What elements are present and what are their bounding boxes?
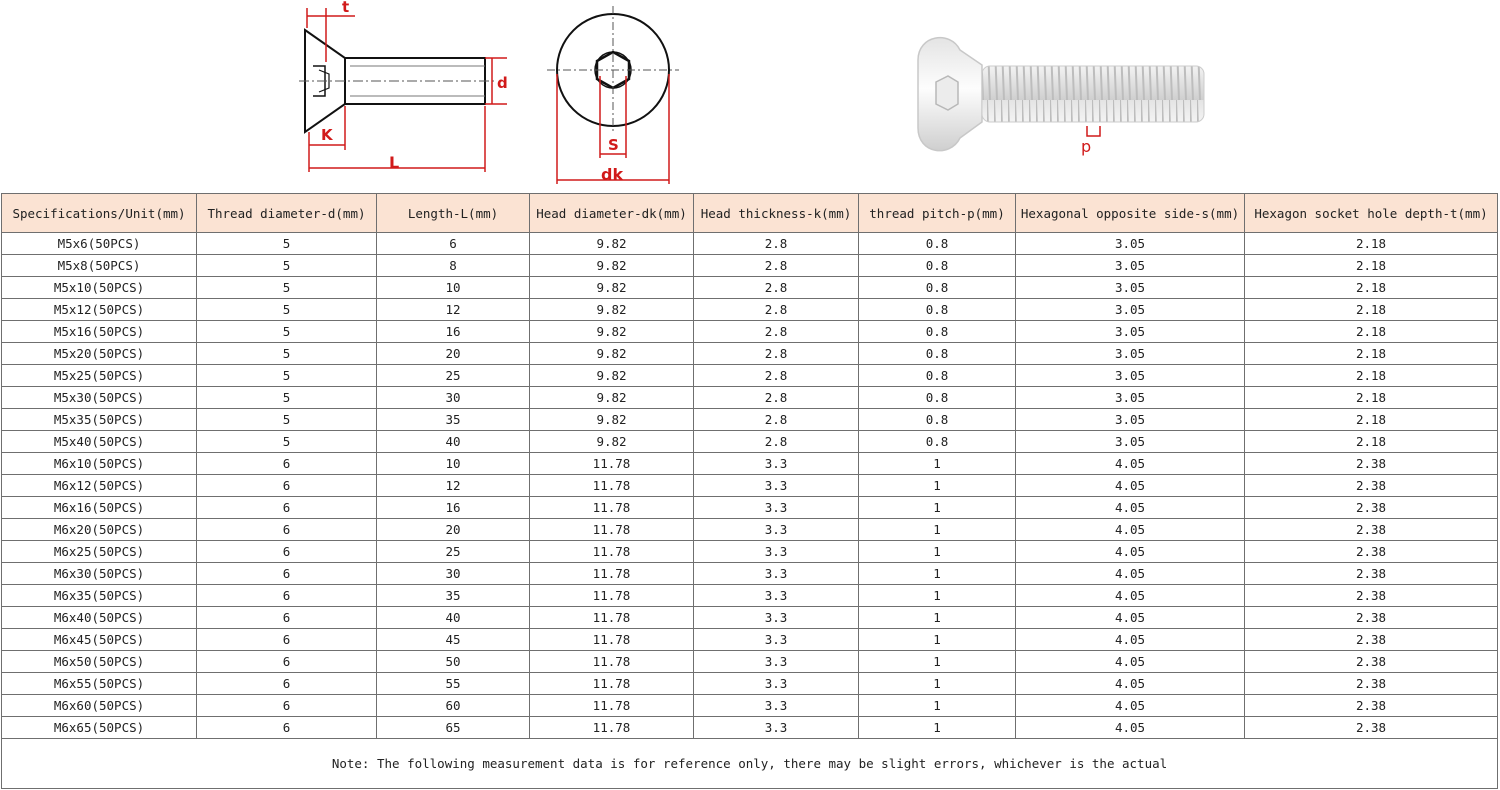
table-cell: 11.78 — [530, 563, 694, 585]
table-cell: 16 — [377, 321, 530, 343]
table-cell: 3.05 — [1016, 409, 1245, 431]
table-cell: 12 — [377, 475, 530, 497]
table-cell: 5 — [197, 255, 377, 277]
table-cell: 9.82 — [530, 277, 694, 299]
table-row — [2, 431, 1498, 453]
table-cell: 6 — [197, 563, 377, 585]
table-cell: 2.8 — [694, 277, 859, 299]
table-cell: 2.8 — [694, 299, 859, 321]
table-cell: 0.8 — [859, 233, 1016, 255]
table-cell: M5x25(50PCS) — [2, 365, 197, 387]
table-cell: 2.8 — [694, 343, 859, 365]
table-cell: 3.05 — [1016, 233, 1245, 255]
table-cell: M6x10(50PCS) — [2, 453, 197, 475]
table-cell: 45 — [377, 629, 530, 651]
table-cell: 2.38 — [1245, 651, 1498, 673]
dim-label-p: p — [1081, 137, 1092, 156]
table-cell: 2.18 — [1245, 277, 1498, 299]
table-cell: 6 — [197, 453, 377, 475]
header-head-thickness: Head thickness-k(mm) — [694, 194, 859, 233]
table-cell: 2.8 — [694, 233, 859, 255]
table-cell: 1 — [859, 541, 1016, 563]
table-cell: 0.8 — [859, 255, 1016, 277]
table-cell: M5x8(50PCS) — [2, 255, 197, 277]
table-cell: 6 — [197, 673, 377, 695]
table-cell: 1 — [859, 475, 1016, 497]
table-cell: 2.38 — [1245, 607, 1498, 629]
table-cell: 2.18 — [1245, 233, 1498, 255]
table-cell: 2.18 — [1245, 299, 1498, 321]
table-cell: 50 — [377, 651, 530, 673]
table-cell: 3.05 — [1016, 255, 1245, 277]
table-cell: 3.3 — [694, 541, 859, 563]
table-cell: 2.18 — [1245, 387, 1498, 409]
table-cell: M5x30(50PCS) — [2, 387, 197, 409]
table-cell: 5 — [197, 233, 377, 255]
table-cell: 1 — [859, 673, 1016, 695]
table-cell: 0.8 — [859, 299, 1016, 321]
table-cell: 3.3 — [694, 563, 859, 585]
table-row — [2, 343, 1498, 365]
table-row — [2, 453, 1498, 475]
table-cell: M5x40(50PCS) — [2, 431, 197, 453]
table-row — [2, 519, 1498, 541]
table-cell: 25 — [377, 541, 530, 563]
table-cell: M6x60(50PCS) — [2, 695, 197, 717]
table-cell: 2.38 — [1245, 673, 1498, 695]
table-cell: 2.18 — [1245, 365, 1498, 387]
table-cell: 11.78 — [530, 717, 694, 739]
table-cell: 16 — [377, 497, 530, 519]
table-cell: 25 — [377, 365, 530, 387]
table-cell: M6x30(50PCS) — [2, 563, 197, 585]
screw-front-view-diagram — [543, 0, 683, 190]
table-cell: 3.3 — [694, 453, 859, 475]
dim-label-dk: dk — [601, 165, 624, 184]
table-body — [2, 233, 1498, 739]
table-cell: 11.78 — [530, 497, 694, 519]
table-cell: 6 — [197, 717, 377, 739]
table-cell: 5 — [197, 321, 377, 343]
dim-label-l: L — [389, 153, 400, 172]
table-cell: 35 — [377, 585, 530, 607]
table-cell: 3.05 — [1016, 277, 1245, 299]
table-cell: 6 — [197, 585, 377, 607]
table-cell: 5 — [197, 431, 377, 453]
table-cell: 2.8 — [694, 255, 859, 277]
table-cell: 12 — [377, 299, 530, 321]
table-cell: 2.8 — [694, 365, 859, 387]
table-cell: 40 — [377, 431, 530, 453]
table-cell: 2.18 — [1245, 321, 1498, 343]
table-cell: 0.8 — [859, 387, 1016, 409]
table-cell: M5x10(50PCS) — [2, 277, 197, 299]
table-row — [2, 541, 1498, 563]
table-cell: 4.05 — [1016, 453, 1245, 475]
table-cell: M6x65(50PCS) — [2, 717, 197, 739]
table-cell: 1 — [859, 629, 1016, 651]
dim-label-s: S — [608, 136, 619, 154]
table-cell: 2.8 — [694, 321, 859, 343]
table-cell: 9.82 — [530, 299, 694, 321]
table-cell: 2.18 — [1245, 409, 1498, 431]
table-cell: 4.05 — [1016, 607, 1245, 629]
table-cell: 11.78 — [530, 475, 694, 497]
table-cell: 35 — [377, 409, 530, 431]
table-cell: 60 — [377, 695, 530, 717]
table-cell: 2.18 — [1245, 431, 1498, 453]
table-cell: 20 — [377, 519, 530, 541]
table-cell: 11.78 — [530, 453, 694, 475]
table-cell: 1 — [859, 717, 1016, 739]
table-cell: 4.05 — [1016, 585, 1245, 607]
table-cell: M5x16(50PCS) — [2, 321, 197, 343]
table-cell: 5 — [197, 299, 377, 321]
header-hexagonal-side: Hexagonal opposite side-s(mm) — [1016, 194, 1245, 233]
table-cell: 2.18 — [1245, 255, 1498, 277]
table-cell: M6x45(50PCS) — [2, 629, 197, 651]
table-note-row — [2, 739, 1498, 789]
dim-label-t: t — [342, 0, 350, 16]
table-cell: 9.82 — [530, 233, 694, 255]
table-cell: 2.38 — [1245, 519, 1498, 541]
dim-label-k: K — [321, 126, 333, 144]
table-cell: 6 — [197, 695, 377, 717]
table-cell: 10 — [377, 453, 530, 475]
table-header-row — [2, 194, 1498, 233]
table-cell: 11.78 — [530, 673, 694, 695]
table-cell: 4.05 — [1016, 519, 1245, 541]
table-cell: 3.05 — [1016, 431, 1245, 453]
table-cell: 1 — [859, 585, 1016, 607]
table-cell: M6x40(50PCS) — [2, 607, 197, 629]
table-cell: 4.05 — [1016, 629, 1245, 651]
table-cell: 3.3 — [694, 607, 859, 629]
table-cell: 4.05 — [1016, 563, 1245, 585]
table-cell: 2.18 — [1245, 343, 1498, 365]
table-cell: 11.78 — [530, 651, 694, 673]
table-row — [2, 475, 1498, 497]
table-cell: 11.78 — [530, 695, 694, 717]
header-thread-pitch: thread pitch-p(mm) — [859, 194, 1016, 233]
table-cell: 2.8 — [694, 409, 859, 431]
table-cell: 10 — [377, 277, 530, 299]
table-cell: 1 — [859, 519, 1016, 541]
table-cell: 1 — [859, 453, 1016, 475]
table-cell: M6x35(50PCS) — [2, 585, 197, 607]
table-cell: 0.8 — [859, 343, 1016, 365]
table-row — [2, 651, 1498, 673]
table-cell: 2.8 — [694, 431, 859, 453]
table-cell: 8 — [377, 255, 530, 277]
table-row — [2, 233, 1498, 255]
table-cell: 6 — [197, 607, 377, 629]
table-cell: 0.8 — [859, 409, 1016, 431]
diagram-area — [0, 0, 1500, 190]
table-cell: 1 — [859, 497, 1016, 519]
header-thread-diameter: Thread diameter-d(mm) — [197, 194, 377, 233]
table-cell: 11.78 — [530, 519, 694, 541]
table-cell: 3.05 — [1016, 387, 1245, 409]
table-cell: 30 — [377, 563, 530, 585]
table-row — [2, 365, 1498, 387]
table-cell: 2.8 — [694, 387, 859, 409]
table-cell: 11.78 — [530, 607, 694, 629]
table-cell: 0.8 — [859, 321, 1016, 343]
table-cell: 4.05 — [1016, 717, 1245, 739]
table-cell: 4.05 — [1016, 475, 1245, 497]
table-cell: 11.78 — [530, 541, 694, 563]
table-cell: 2.38 — [1245, 475, 1498, 497]
table-cell: 3.3 — [694, 497, 859, 519]
table-cell: 3.3 — [694, 475, 859, 497]
table-cell: 2.38 — [1245, 695, 1498, 717]
table-cell: 3.05 — [1016, 299, 1245, 321]
table-cell: 2.38 — [1245, 497, 1498, 519]
table-cell: 3.05 — [1016, 321, 1245, 343]
table-cell: M6x12(50PCS) — [2, 475, 197, 497]
table-cell: 6 — [377, 233, 530, 255]
table-cell: 5 — [197, 343, 377, 365]
table-cell: 40 — [377, 607, 530, 629]
table-cell: 1 — [859, 651, 1016, 673]
table-cell: 0.8 — [859, 365, 1016, 387]
header-length: Length-L(mm) — [377, 194, 530, 233]
table-cell: 5 — [197, 277, 377, 299]
header-head-diameter: Head diameter-dk(mm) — [530, 194, 694, 233]
table-cell: 0.8 — [859, 431, 1016, 453]
table-cell: 5 — [197, 387, 377, 409]
table-cell: M6x50(50PCS) — [2, 651, 197, 673]
table-row — [2, 321, 1498, 343]
table-cell: M6x20(50PCS) — [2, 519, 197, 541]
table-cell: 11.78 — [530, 629, 694, 651]
header-socket-depth: Hexagon socket hole depth-t(mm) — [1245, 194, 1498, 233]
table-cell: M5x20(50PCS) — [2, 343, 197, 365]
table-row — [2, 277, 1498, 299]
table-cell: 6 — [197, 629, 377, 651]
table-cell: 9.82 — [530, 365, 694, 387]
table-cell: 3.3 — [694, 717, 859, 739]
table-row — [2, 629, 1498, 651]
table-cell: 3.3 — [694, 695, 859, 717]
table-cell: M6x25(50PCS) — [2, 541, 197, 563]
table-cell: 6 — [197, 497, 377, 519]
table-cell: M6x55(50PCS) — [2, 673, 197, 695]
table-cell: 30 — [377, 387, 530, 409]
table-cell: 6 — [197, 475, 377, 497]
table-row — [2, 673, 1498, 695]
table-cell: 3.3 — [694, 519, 859, 541]
table-cell: 5 — [197, 365, 377, 387]
screw-side-view-diagram — [295, 0, 515, 190]
table-cell: 2.38 — [1245, 629, 1498, 651]
table-cell: 4.05 — [1016, 651, 1245, 673]
table-cell: 55 — [377, 673, 530, 695]
table-cell: 3.05 — [1016, 343, 1245, 365]
table-row — [2, 585, 1498, 607]
table-note: Note: The following measurement data is for reference only, there may be slight errors, whichever is the actual — [2, 739, 1498, 789]
table-cell: 6 — [197, 519, 377, 541]
table-cell: 9.82 — [530, 343, 694, 365]
table-cell: 6 — [197, 541, 377, 563]
table-cell: 9.82 — [530, 321, 694, 343]
table-row — [2, 255, 1498, 277]
table-cell: 2.38 — [1245, 453, 1498, 475]
table-row — [2, 299, 1498, 321]
table-cell: 65 — [377, 717, 530, 739]
table-cell: 9.82 — [530, 409, 694, 431]
table-cell: M5x12(50PCS) — [2, 299, 197, 321]
table-cell: M5x6(50PCS) — [2, 233, 197, 255]
table-cell: 6 — [197, 651, 377, 673]
table-row — [2, 695, 1498, 717]
dim-label-d: d — [497, 74, 508, 92]
header-specifications: Specifications/Unit(mm) — [2, 194, 197, 233]
table-cell: 9.82 — [530, 431, 694, 453]
table-row — [2, 717, 1498, 739]
table-cell: 2.38 — [1245, 585, 1498, 607]
table-cell: 4.05 — [1016, 541, 1245, 563]
table-row — [2, 497, 1498, 519]
table-cell: 20 — [377, 343, 530, 365]
table-cell: 2.38 — [1245, 717, 1498, 739]
table-cell: 0.8 — [859, 277, 1016, 299]
table-cell: 3.3 — [694, 629, 859, 651]
table-cell: 3.3 — [694, 673, 859, 695]
table-cell: 4.05 — [1016, 497, 1245, 519]
table-cell: 3.3 — [694, 585, 859, 607]
table-cell: 1 — [859, 563, 1016, 585]
table-cell: 4.05 — [1016, 673, 1245, 695]
table-row — [2, 409, 1498, 431]
table-row — [2, 607, 1498, 629]
specification-table — [1, 193, 1498, 789]
table-cell: 9.82 — [530, 387, 694, 409]
table-cell: 2.38 — [1245, 563, 1498, 585]
table-cell: 11.78 — [530, 585, 694, 607]
table-cell: 3.05 — [1016, 365, 1245, 387]
table-cell: 1 — [859, 695, 1016, 717]
table-row — [2, 563, 1498, 585]
table-cell: M6x16(50PCS) — [2, 497, 197, 519]
table-cell: 9.82 — [530, 255, 694, 277]
table-cell: 1 — [859, 607, 1016, 629]
screw-photo-illustration — [910, 20, 1220, 190]
table-cell: 2.38 — [1245, 541, 1498, 563]
table-cell: 5 — [197, 409, 377, 431]
table-row — [2, 387, 1498, 409]
table-cell: 4.05 — [1016, 695, 1245, 717]
table-cell: M5x35(50PCS) — [2, 409, 197, 431]
table-cell: 3.3 — [694, 651, 859, 673]
